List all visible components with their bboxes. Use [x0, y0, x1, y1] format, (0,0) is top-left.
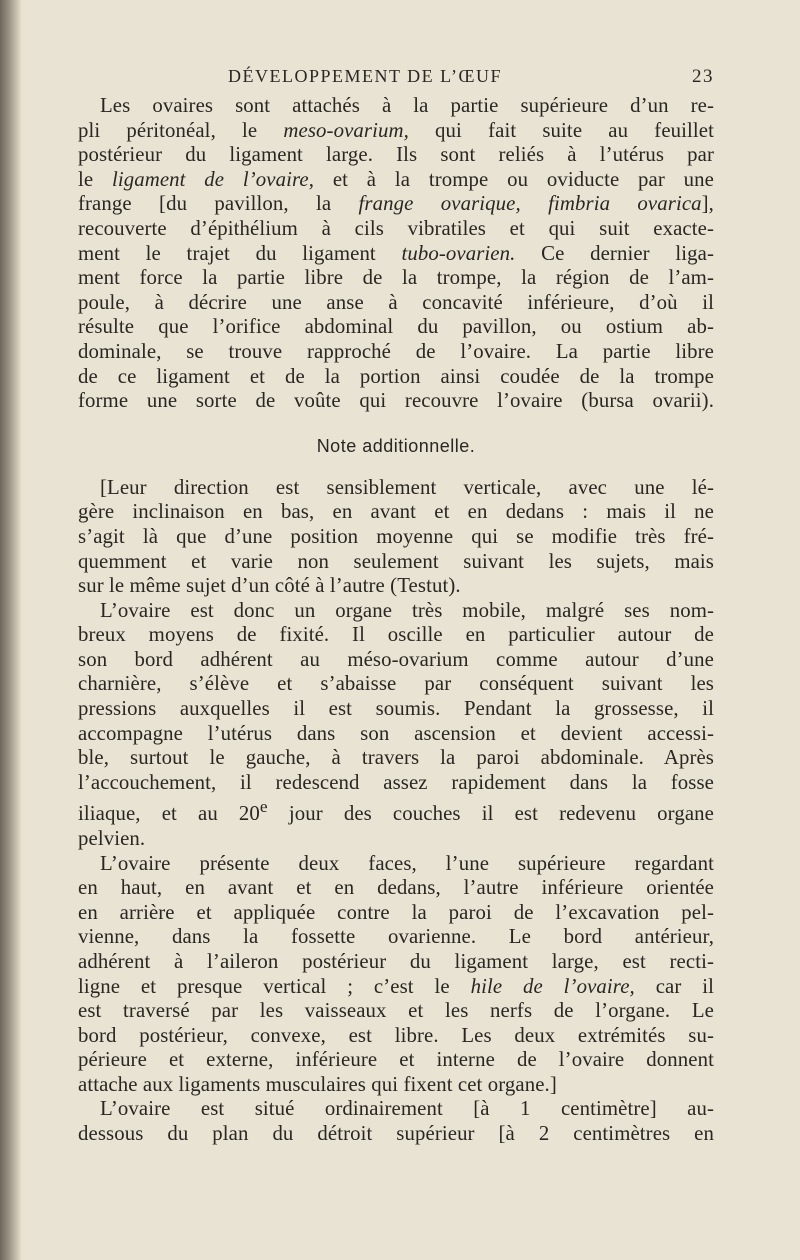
- page-number: 23: [692, 66, 714, 87]
- text-line: de ce ligament et de la portion ainsi coudée de la trompe: [78, 364, 714, 388]
- text-line: vienne, dans la fossette ovarienne. Le bord antérieur,: [78, 925, 714, 949]
- text-line: l’accouchement, il redescend assez rapidement dans la fosse: [78, 770, 714, 794]
- anatomical-term: hile de l’ovaire,: [470, 974, 635, 998]
- text-line: adhérent à l’aileron postérieur du ligament large, est recti-: [78, 949, 714, 973]
- text-line: postérieur du ligament large. Ils sont reliés à l’utérus par: [78, 143, 714, 167]
- text-line: accompagne l’utérus dans son ascension et devient accessi-: [78, 721, 714, 745]
- text-line: sur le même sujet d’un côté à l’autre (Testut).: [78, 574, 461, 598]
- paragraph-ovary-position: [78, 1097, 714, 1146]
- anatomical-term: tubo-ovarien.: [401, 241, 516, 265]
- book-binding-shadow: [0, 0, 22, 1260]
- running-head: [78, 58, 714, 94]
- text-line: son bord adhérent au méso-ovarium comme autour d’une: [78, 647, 714, 671]
- text-line: forme une sorte de voûte qui recouvre l’ovaire (bursa ovarii).: [78, 389, 714, 413]
- text-line: L’ovaire est donc un organe très mobile, malgré ses nom-: [100, 598, 714, 622]
- paragraph-ovary-attachment: [78, 94, 714, 414]
- text-line: ble, surtout le gauche, à travers la paroi abdominale. Après: [78, 746, 714, 770]
- text-line: pressions auxquelles il est soumis. Pendant la grossesse, il: [78, 697, 714, 721]
- text-line: frange [du pavillon, la frange ovarique, fimbria ovarica],: [78, 192, 714, 216]
- text-line: ment force la partie libre de la trompe, la région de l’am-: [78, 266, 714, 290]
- text-line: est traversé par les vaisseaux et les nerfs de l’organe. Le: [78, 999, 714, 1023]
- text-line: iliaque, et au 20e jour des couches il est redevenu organe: [78, 797, 714, 826]
- text-line: charnière, s’élève et s’abaisse par conséquent suivant les: [78, 672, 714, 696]
- text-line: périeure et externe, inférieure et interne de l’ovaire donnent: [78, 1048, 714, 1072]
- text-line: pli péritonéal, le meso-ovarium, qui fait suite au feuillet: [78, 118, 714, 142]
- text-line: [Leur direction est sensiblement verticale, avec une lé-: [100, 475, 714, 499]
- text-line: le ligament de l’ovaire, et à la trompe ou oviducte par une: [78, 167, 714, 191]
- text-line: L’ovaire présente deux faces, l’une supérieure regardant: [100, 851, 714, 875]
- book-page: [78, 58, 714, 1147]
- latin-term: frange ovarique, fimbria ovarica: [358, 192, 702, 216]
- text-line: ment le trajet du ligament tubo-ovarien. Ce dernier liga-: [78, 241, 714, 265]
- text-line: gère inclinaison en bas, en avant et en dedans : mais il ne: [78, 500, 714, 524]
- note-heading: Note additionnelle.: [316, 435, 476, 456]
- paragraph-ovary-mobility: [78, 599, 714, 852]
- text-line: quemment et varie non seulement suivant les sujets, mais: [78, 549, 714, 573]
- text-line: dessous du plan du détroit supérieur [à 2 centimètres en: [78, 1122, 714, 1146]
- text-line: Les ovaires sont attachés à la partie supérieure d’un re-: [100, 94, 714, 117]
- text-line: ligne et presque vertical ; c’est le hile de l’ovaire, car il: [78, 974, 714, 998]
- text-line: en haut, en avant et en dedans, l’autre inférieure orientée: [78, 876, 714, 900]
- latin-term: meso-ovarium,: [283, 118, 409, 142]
- text-line: attache aux ligaments musculaires qui fixent cet organe.]: [78, 1072, 557, 1096]
- text-line: pelvien.: [78, 826, 146, 850]
- text-line: bord postérieur, convexe, est libre. Les deux extrémités su-: [78, 1023, 714, 1047]
- text-line: dominale, se trouve rapproché de l’ovaire. La partie libre: [78, 339, 714, 363]
- ordinal-superscript: e: [259, 797, 268, 817]
- text-line: résulte que l’orifice abdominal du pavillon, ou ostium ab-: [78, 315, 714, 339]
- text-line: recouverte d’épithélium à cils vibratiles et qui suit exacte-: [78, 216, 714, 240]
- paragraph-ovary-faces: [78, 852, 714, 1098]
- paragraph-ovary-direction: [78, 476, 714, 599]
- running-title: DÉVELOPPEMENT DE L’ŒUF: [228, 66, 503, 86]
- text-line: en arrière et appliquée contre la paroi de l’excavation pel-: [78, 900, 714, 924]
- anatomical-term: ligament de l’ovaire: [111, 167, 309, 191]
- text-line: poule, à décrire une anse à concavité inférieure, d’où il: [78, 290, 714, 314]
- text-line: L’ovaire est situé ordinairement [à 1 centimètre] au-: [100, 1097, 714, 1121]
- text-line: s’agit là que d’une position moyenne qui se modifie très fré-: [78, 524, 714, 548]
- text-line: breux moyens de fixité. Il oscille en particulier autour de: [78, 623, 714, 647]
